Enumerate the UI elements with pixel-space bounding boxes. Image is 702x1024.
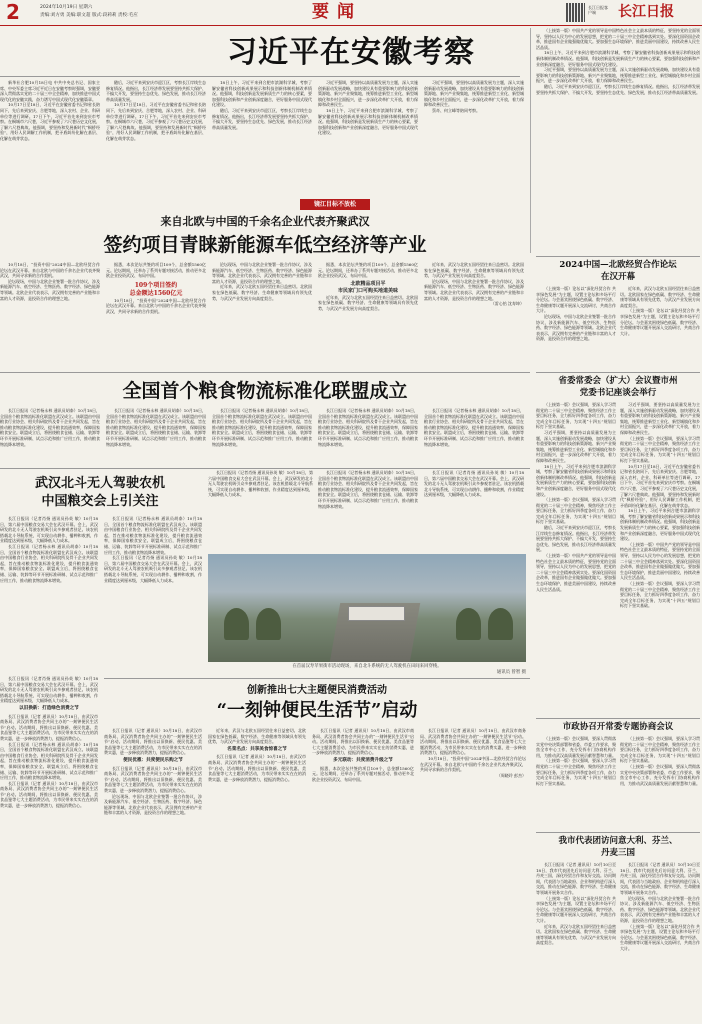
delegation-paragraph: （上接第一版）论坛以“深化经贸合作 共享绿色发展”为主题，设置主论坛和多场平行分论坛。与会嘉宾围绕绿色低碳、数字经济、生命健康等议题开展深入交流研讨，共商合作大计。 [620,923,700,951]
unmanned-headline-1: 武汉北斗无人驾驶农机 [34,476,165,491]
meeting-paragraph: （上接第一版）会议强调，要深入学习贯彻党的二十届三中全会精神，聚焦经济工作主要目标任务，全力抓好四季度各项工作，奋力完成全年目标任务，为实现“十四五”规划目标打下坚实基础。 [536,497,616,525]
staff-credits: 责编:刘方勇 美编:职文超 版式:段莉莉 责校:毛应 [40,13,138,18]
consume-paragraph: 长江日报讯（记者 通讯员）10月18日，由武汉市商务局、武汉消费者协会共同主办的“一刻钟便民生活节”启动。活动期间，将推出以旧换新、便民优惠、美食品鉴等七大主题消费活动，为市民带来实实在在的消费实惠，进一步释放消费潜力，提振消费信心。 [0,780,98,809]
unmanned-col-4 [318,470,418,550]
photo-tree [456,608,481,640]
cppcc-paragraph: （上接第一版）会议强调，要深入贯彻落实党中央决策部署和省委、市委工作要求，聚焦全市中心工作，充分发挥专门协商机构作用，为推动武汉高质量发展贡献智慧和力量。 [536,736,616,758]
top-story-paragraph: 10月17日至18日，习近平在安徽省委书记和省长陪同下，先后来到安庆、合肥等地，深入农村、企业、科研单位等进行调研。17日下午，习近平首先来到安庆市考察。在桐城市六尺巷，习近平参观了六尺巷历史文化展，了解六尺巷典故。他强调，要坚持和发展新时代“枫桥经验”，用好人民调解工作机制，把矛盾纠纷化解在基层、化解在萌芽状态。 [106,102,206,141]
sign-col-4 [318,262,418,366]
masthead [0,0,702,26]
rule [536,256,700,257]
top-story-paragraph: 习近平强调，要坚持以高质量发展为主题，深入实施创新驱动发展战略，加快建设具有重要影响力的科技创新策源地、新兴产业聚集地，统筹推进新型工业化、新型城镇化和乡村全面振兴，进一步深化改革扩大开放，着力保障和改善民生。 [318,80,418,108]
sign-paragraph: 10月18日，“投资中国”2024中国—北欧经贸合作论坛在武汉开幕。来自北欧与中国的千余名企业代表齐聚武汉，共同寻求新的合作契机。 [0,262,100,279]
sign-subhead: 北欧精品项目平 [350,280,386,287]
photo-driverless-vehicle [348,606,405,621]
sign-paragraph: 近年来，武汉与北欧五国经贸往来日益密切。北欧国家在绿色低碳、数字经济、生命健康等领域具有领先优势，与武汉产业发展方向高度契合。 [424,262,524,279]
meeting-paragraph: 随后，习近平来到安庆市迎江区，考察长江岸线生态修复情况。他指出，长江经济带发展要坚持共抓大保护、不搞大开发，要坚持生态优先、绿色发展，推动长江经济带高质量发展。 [536,525,616,553]
consume-byline: （周晓玲 彭杰） [496,772,526,778]
sign-paragraph: 据悉，本次论坛共签约项目109个，总金额1560亿元。论坛期间，还举办了系列专题对接活动，推动更多北欧企业投资武汉、布局中国。 [106,262,206,279]
meeting-paragraph: （上接第一版）会议强调，要深入学习贯彻党的二十届三中全会精神，聚焦经济工作主要目标任务，全力抓好四季度各项工作，奋力完成全年目标任务，为实现“十四五”规划目标打下坚实基础。 [536,402,616,430]
grain-col-5 [424,408,524,464]
delegation-col-2 [620,862,700,1020]
grain-paragraph: 长江日报讯（记者杨永林 通讯员胡泰）10月18日，全国首个粮食物流标准化联盟在武汉成立。该联盟由中国粮食行业协会、相关科研院所及骨干企业共同发起，旨在推动粮食物流标准化建设，提升粮食流通效率，保障国家粮食安全。联盟成立后，将围绕粮食仓储、运输、装卸等环节开展标准研制、试点示范和推广应用工作，推动粮食物流降本增效。 [0,408,100,447]
rule [536,832,700,833]
grain-paragraph: 长江日报讯（记者杨永林 通讯员胡泰）10月18日，全国首个粮食物流标准化联盟在武汉成立。该联盟由中国粮食行业协会、相关科研院所及骨干企业共同发起，旨在推动粮食物流标准化建设，提升粮食流通效率，保障国家粮食安全。联盟成立后，将围绕粮食仓储、运输、装卸等环节开展标准研制、试点示范和推广应用工作，推动粮食物流降本增效。 [106,408,206,447]
sign-paragraph: 10月18日，“投资中国”2024中国—北欧经贸合作论坛在武汉开幕。来自北欧与中国的千余名企业代表齐聚武汉，共同寻求新的合作契机。 [106,297,206,314]
top-story-paragraph: 18日上午，习近平来到合肥市滨湖科学城，考察了解安徽省科技创新成果展示和科技创新体制机制改革情况。他强调，科技创新是发展新质生产力的核心要素，要加强科技创新和产业创新深度融合，更好服务中国式现代化建设。 [318,107,418,136]
meeting-paragraph: （上接第一版）中国共产党的领导是中国特色社会主义最本质的特征，要坚持党的全面领导，坚持以人民为中心的发展思想，把党的二十届三中全会精神落到实处。要深化国资国企改革，推进国有企业做强做优做大。要加强生态环境保护，推进美丽中国建设，持续改善人民生活品质。 [536,553,616,592]
meeting-paragraph: （上接第一版）会议强调，要深入学习贯彻党的二十届三中全会精神，聚焦经济工作主要目标任务，全力抓好四季度各项工作，奋力完成全年目标任务，为实现“十四五”规划目标打下坚实基础。 [620,581,700,609]
forum-paragraph: （上接第一版）论坛以“深化经贸合作 共享绿色发展”为主题，设置主论坛和多场平行分论坛。与会嘉宾围绕绿色低碳、数字经济、生命健康等议题开展深入交流研讨，共商合作大计。 [536,286,616,314]
delegation-paragraph: 长江日报讯（记者 通讯员）10月10日至18日，我市代表团先后访问意大利、芬兰、丹麦三国，深化经贸合作和友好交流。访问期间，代表团与当地政府、企业和机构进行深入交流，推动在绿色能源、数字经济、生命健康等领域开展务实合作。 [536,862,616,895]
unmanned-paragraph: 长江日报讯（记者肖扬 通讯员孙英 敏）10月18日，第六届中国粮食交易大会在武汉开幕。会上，武汉研发的北斗无人驾驶农机吸引众多参观者驻足。该农机搭载北斗导航系统，可实现自动耕作、播种和收割，作业精度达到厘米级，大幅降低人力成本。 [208,470,313,498]
consume-paragraph: 近年来，武汉与北欧五国经贸往来日益密切。北欧国家在绿色低碳、数字经济、生命健康等领域具有领先优势，与武汉产业发展方向高度契合。 [208,728,306,745]
cppcc-paragraph: （上接第一版）会议强调，要深入贯彻落实党中央决策部署和省委、市委工作要求，聚焦全市中心工作，充分发挥专门协商机构作用，为推动武汉高质量发展贡献智慧和力量。 [620,763,700,786]
top-story-continued: （上接第一版）中国共产党的领导是中国特色社会主义最本质的特征，要坚持党的全面领导，坚持以人民为中心的发展思想，把党的二十届三中全会精神落到实处。要深化国资国企改革，推进国有企业做强做优做大。要加强生态环境保护，推进美丽中国建设，持续改善人民生活品质。 [536,28,700,50]
delegation-paragraph: 长江日报讯（记者 通讯员）10月10日至18日，我市代表团先后访问意大利、芬兰、丹麦三国，深化经贸合作和友好交流。访问期间，代表团与当地政府、企业和机构进行深入交流，推动在绿色能源、数字经济、生命健康等领域开展务实合作。 [620,862,700,895]
consume-paragraph: 长江日报讯（记者 通讯员）10月18日，由武汉市商务局、武汉消费者协会共同主办的“一刻钟便民生活节”启动。活动期间，将推出以旧换新、便民优惠、美食品鉴等七大主题消费活动，为市民带来实实在在的消费实惠，进一步释放消费潜力，提振消费信心。 [0,713,98,741]
consume-section-3: 名菜名点：共享美食惊喜之节 [227,746,287,752]
consume-paragraph: 论坛现场，中国与北欧企业签署一批合作协议，涉及新能源汽车、低空经济、生物医药、数字经济、绿色能源等领域。北欧企业代表表示，武汉拥有完善的产业链和丰富的人才资源，是投资合作的理想之地。 [104,793,202,816]
top-story-paragraph: 蔡奇、何立峰等陪同考察。 [432,107,480,113]
grain-col-2 [106,408,206,464]
page-number: 2 [6,0,20,24]
consume-paragraph: 长江日报讯（记者 通讯员）10月18日，由武汉市商务局、武汉消费者协会共同主办的“一刻钟便民生活节”启动。活动期间，将推出以旧换新、便民优惠、美食品鉴等七大主题消费活动，为市民带来实实在在的消费实惠，进一步释放消费潜力，提振消费信心。 [104,728,202,756]
grain-paragraph: 长江日报讯（记者杨永林 通讯员胡泰）10月18日，全国首个粮食物流标准化联盟在武汉成立。该联盟由中国粮食行业协会、相关科研院所及骨干企业共同发起，旨在推动粮食物流标准化建设，提升粮食流通效率，保障国家粮食安全。联盟成立后，将围绕粮食仓储、运输、装卸等环节开展标准研制、试点示范和推广应用工作，推动粮食物流降本增效。 [212,408,312,447]
rule [0,372,530,373]
forum-paragraph: 近年来，武汉与北欧五国经贸往来日益密切。北欧国家在绿色低碳、数字经济、生命健康等领域具有领先优势，与武汉产业发展方向高度契合。 [620,286,700,308]
unmanned-paragraph: 长江日报讯（记者肖扬 通讯员孙英 敏）10月18日，第六届中国粮食交易大会在武汉开幕。会上，武汉研发的北斗无人驾驶农机吸引众多参观者驻足。该农机搭载北斗导航系统，可实现自动耕作、播种和收割，作业精度达到厘米级，大幅降低人力成本。 [104,555,202,583]
unmanned-col-1-cont [0,676,98,1020]
sign-subhead-2: 市民家门口可购买地道美味 [337,287,398,294]
delegation-headline-1: 我市代表团访问意大利、芬兰、 [558,836,678,846]
cppcc-col-1 [536,736,616,828]
top-story-paragraph: 10月17日至18日，习近平在安徽省委书记和省长陪同下，先后来到安庆、合肥等地，深入农村、企业、科研单位等进行调研。17日下午，习近平首先来到安庆市考察。在桐城市六尺巷，习近平参观了六尺巷历史文化展，了解六尺巷典故。他强调，要坚持和发展新时代“枫桥经验”，用好人民调解工作机制，把矛盾纠纷化解在基层、化解在萌芽状态。 [0,102,100,141]
consume-paragraph: 据悉，本次论坛共签约项目109个，总金额1560亿元。论坛期间，还举办了系列专题对接活动，推动更多北欧企业投资武汉、布局中国。 [312,765,414,782]
sign-byline: （雷心怡 沈寿坤） [490,301,524,307]
top-story-continued: 习近平强调，要坚持以高质量发展为主题，深入实施创新驱动发展战略，加快建设具有重要影响力的科技创新策源地、新兴产业聚集地，统筹推进新型工业化、新型城镇化和乡村全面振兴，进一步深化改革扩大开放，着力保障和改善民生。 [536,67,700,84]
grain-paragraph: 长江日报讯（记者杨永林 通讯员胡泰）10月18日，全国首个粮食物流标准化联盟在武汉成立。该联盟由中国粮食行业协会、相关科研院所及骨干企业共同发起，旨在推动粮食物流标准化建设，提升粮食流通效率，保障国家粮食安全。联盟成立后，将围绕粮食仓储、运输、装卸等环节开展标准研制、试点示范和推广应用工作，推动粮食物流降本增效。 [424,408,524,447]
consume-col-4 [420,728,526,1020]
cppcc-col-2 [620,736,700,828]
delegation-col-1 [536,862,616,1020]
sign-kicker: 来自北欧与中国的千余名企业代表齐聚武汉 [160,215,370,228]
forum-paragraph: 论坛现场，中国与北欧企业签署一批合作协议，涉及新能源汽车、低空经济、生物医药、数字经济、绿色能源等领域。北欧企业代表表示，武汉拥有完善的产业链和丰富的人才资源，是投资合作的理想之地。 [536,313,616,342]
top-story-paragraph: 18日上午，习近平来到合肥市滨湖科学城，考察了解安徽省科技创新成果展示和科技创新体制机制改革情况。他强调，科技创新是发展新质生产力的核心要素，要加强科技创新和产业创新深度融合，更好服务中国式现代化建设。 [212,80,312,108]
unmanned-paragraph: 长江日报讯（记者肖扬 通讯员孙英 敏）10月18日，第六届中国粮食交易大会在武汉开幕。会上，武汉研发的北斗无人驾驶农机吸引众多参观者驻足。该农机搭载北斗导航系统，可实现自动耕作、播种和收割，作业精度达到厘米级，大幅降低人力成本。 [0,676,98,704]
app-label: 长江日报客户端 [588,5,608,15]
news-photo [208,554,526,662]
unmanned-col-5 [424,470,524,550]
sign-col-3 [212,262,312,366]
newspaper-logo: 长江日报 [618,4,674,20]
sign-paragraph: 近年来，武汉与北欧五国经贸往来日益密切。北欧国家在绿色低碳、数字经济、生命健康等领域具有领先优势，与武汉产业发展方向高度契合。 [212,284,312,301]
top-story-col-1 [0,80,100,192]
issue-date: 2024年10月19日 星期六 [40,5,93,10]
consume-section-4: 多元联动：共度消费升级之节 [333,757,393,763]
grain-paragraph: 长江日报讯（记者杨永林 通讯员胡泰）10月18日，全国首个粮食物流标准化联盟在武汉成立。该联盟由中国粮食行业协会、相关科研院所及骨干企业共同发起，旨在推动粮食物流标准化建设，提升粮食流通效率，保障国家粮食安全。联盟成立后，将围绕粮食仓储、运输、装卸等环节开展标准研制、试点示范和推广应用工作，推动粮食物流降本增效。 [318,408,418,447]
photo-tree [488,608,513,640]
delegation-headline-2: 丹麦三国 [600,848,635,858]
cppcc-headline: 市政协召开常委专题协商会议 [562,722,674,732]
column-label: 镜江目标不放松 [300,199,370,210]
meeting-paragraph: 18日上午，习近平来到合肥市滨湖科学城，考察了解安徽省科技创新成果展示和科技创新体制机制改革情况。他强调，科技创新是发展新质生产力的核心要素，要加强科技创新和产业创新深度融合，更好服务中国式现代化建设。 [620,508,700,542]
unmanned-col-1 [0,516,98,670]
consume-section-1: 以旧换新：打造绿色消费之节 [19,705,79,711]
meeting-paragraph: 18日上午，习近平来到合肥市滨湖科学城，考察了解安徽省科技创新成果展示和科技创新体制机制改革情况。他强调，科技创新是发展新质生产力的核心要素，要加强科技创新和产业创新深度融合，更好服务中国式现代化建设。 [536,463,616,497]
meeting-paragraph: 10月17日至18日，习近平在安徽省委书记和省长陪同下，先后来到安庆、合肥等地，深入农村、企业、科研单位等进行调研。17日下午，习近平首先来到安庆市考察。在桐城市六尺巷，习近平参观了六尺巷历史文化展，了解六尺巷典故。他强调，要坚持和发展新时代“枫桥经验”，用好人民调解工作机制，把矛盾纠纷化解在基层、化解在萌芽状态。 [620,463,700,508]
forum-headline-2: 在汉开幕 [600,272,635,282]
top-story-paragraph: 习近平强调，要坚持以高质量发展为主题，深入实施创新驱动发展战略，加快建设具有重要影响力的科技创新策源地、新兴产业聚集地，统筹推进新型工业化、新型城镇化和乡村全面振兴，进一步深化改革扩大开放，着力保障和改善民生。 [424,80,524,108]
delegation-paragraph: 近年来，武汉与北欧五国经贸往来日益密切。北欧国家在绿色低碳、数字经济、生命健康等领域具有领先优势，与武汉产业发展方向高度契合。 [536,923,616,946]
sign-paragraph: 近年来，武汉与北欧五国经贸往来日益密切。北欧国家在绿色低碳、数字经济、生命健康等领域具有领先优势，与武汉产业发展方向高度契合。 [318,294,418,311]
photo-credit: 通讯员 曾智 摄 [496,670,526,675]
forum-col-1 [536,286,616,366]
top-story-continued: 随后，习近平来到安庆市迎江区，考察长江岸线生态修复情况。他指出，长江经济带发展要坚持共抓大保护、不搞大开发，要坚持生态优先、绿色发展，推动长江经济带高质量发展。 [536,83,700,95]
sign-paragraph: 论坛现场，中国与北欧企业签署一批合作协议，涉及新能源汽车、低空经济、生物医药、数字经济、绿色能源等领域。北欧企业代表表示，武汉拥有完善的产业链和丰富的人才资源，是投资合作的理想之地。 [0,278,100,301]
grain-col-1 [0,408,100,464]
consume-headline-1: 创新推出七大主题便民消费活动 [247,685,387,696]
unmanned-headline-2: 中国粮交会上引关注 [41,494,159,509]
consume-col-3 [312,728,414,1020]
grain-col-3 [212,408,312,464]
top-story-col-5 [424,80,524,192]
rule [104,678,530,679]
top-story-paragraph: 随后，习近平来到安庆市迎江区，考察长江岸线生态修复情况。他指出，长江经济带发展要坚持共抓大保护、不搞大开发，要坚持生态优先、绿色发展，推动长江经济带高质量发展。 [106,80,206,102]
sign-paragraph: 论坛现场，中国与北欧企业签署一批合作协议，涉及新能源汽车、低空经济、生物医药、数字经济、绿色能源等领域。北欧企业代表表示，武汉拥有完善的产业链和丰富的人才资源，是投资合作的理想之地。 [424,278,524,301]
qr-code-icon [566,3,585,22]
forum-headline-1: 2024中国—北欧经贸合作论坛 [559,260,677,270]
meeting-paragraph: （上接第一版）会议强调，要深入学习贯彻党的二十届三中全会精神，聚焦经济工作主要目标任务，全力抓好四季度各项工作，奋力完成全年目标任务，为实现“十四五”规划目标打下坚实基础。 [620,435,700,463]
cppcc-paragraph: （上接第一版）会议强调，要深入学习贯彻党的二十届三中全会精神，聚焦经济工作主要目标任务，全力抓好四季度各项工作，奋力完成全年目标任务，为实现“十四五”规划目标打下坚实基础。 [620,736,700,764]
consume-col-1 [104,728,202,1020]
sign-headline: 签约项目青睐新能源车低空经济等产业 [103,234,427,256]
meeting-col-2 [620,402,700,714]
unmanned-paragraph: 长江日报讯（记者杨永林 通讯员胡泰）10月18日，全国首个粮食物流标准化联盟在武汉成立。该联盟由中国粮食行业协会、相关科研院所及骨干企业共同发起，旨在推动粮食物流标准化建设，提升粮食流通效率，保障国家粮食安全。联盟成立后，将围绕粮食仓储、运输、装卸等环节开展标准研制、试点示范和推广应用工作，推动粮食物流降本增效。 [104,516,202,555]
sign-col-2 [106,262,206,366]
consume-section-2: 便民优惠：共度便民乐购之节 [123,757,183,763]
unmanned-col-3 [208,470,313,550]
photo-caption: 在首届汉寿苹果街市活动现场，来自北斗系统的无人驾驶机在田间来回穿梭。 [292,664,442,669]
unmanned-paragraph: 长江日报讯（记者杨永林 通讯员胡泰）10月18日，全国首个粮食物流标准化联盟在武汉成立。该联盟由中国粮食行业协会、相关科研院所及骨干企业共同发起，旨在推动粮食物流标准化建设，提升粮食流通效率，保障国家粮食安全。联盟成立后，将围绕粮食仓储、运输、装卸等环节开展标准研制、试点示范和推广应用工作，推动粮食物流降本增效。 [0,543,98,583]
top-story-col-3 [212,80,312,192]
consume-paragraph: 长江日报讯（记者 通讯员）10月18日，由武汉市商务局、武汉消费者协会共同主办的“一刻钟便民生活节”启动。活动期间，将推出以旧换新、便民优惠、美食品鉴等七大主题消费活动，为市民带来实实在在的消费实惠，进一步释放消费潜力，提振消费信心。 [312,728,414,756]
unmanned-paragraph: 长江日报讯（记者肖扬 通讯员孙英 敏）10月18日，第六届中国粮食交易大会在武汉开幕。会上，武汉研发的北斗无人驾驶农机吸引众多参观者驻足。该农机搭载北斗导航系统，可实现自动耕作、播种和收割，作业精度达到厘米级，大幅降低人力成本。 [424,470,524,498]
photo-tree [224,608,249,640]
meeting-headline-1: 省委常委会（扩大）会议暨市州 [558,376,678,386]
rule [536,372,700,373]
sign-col-5 [424,262,524,366]
sign-stat-amount: 总金额达1560亿元 [129,289,183,297]
top-story-paragraph: 随后，习近平来到安庆市迎江区，考察长江岸线生态修复情况。他指出，长江经济带发展要坚持共抓大保护、不搞大开发，要坚持生态优先、绿色发展，推动长江经济带高质量发展。 [212,107,312,130]
sign-stat-projects: 109个项目签约 [134,281,178,289]
meeting-paragraph: 习近平强调，要坚持以高质量发展为主题，深入实施创新驱动发展战略，加快建设具有重要影响力的科技创新策源地、新兴产业聚集地，统筹推进新型工业化、新型城镇化和乡村全面振兴，进一步深化改革扩大开放，着力保障和改善民生。 [620,402,700,435]
delegation-paragraph: 论坛现场，中国与北欧企业签署一批合作协议，涉及新能源汽车、低空经济、生物医药、数字经济、绿色能源等领域。北欧企业代表表示，武汉拥有完善的产业链和丰富的人才资源，是投资合作的理想之地。 [620,895,700,923]
grain-col-4 [318,408,418,464]
rule [536,718,700,719]
sign-paragraph: 据悉，本次论坛共签约项目109个，总金额1560亿元。论坛期间，还举办了系列专题对接活动，推动更多北欧企业投资武汉、布局中国。 [318,262,418,279]
photo-tree [256,608,281,640]
consume-headline-2: “一刻钟便民生活节”启动 [216,700,418,721]
consume-col-2 [208,728,306,1020]
sign-paragraph: 论坛现场，中国与北欧企业签署一批合作协议，涉及新能源汽车、低空经济、生物医药、数字经济、绿色能源等领域。北欧企业代表表示，武汉拥有完善的产业链和丰富的人才资源，是投资合作的理想之地。 [212,262,312,284]
top-story-jump-column [536,28,700,253]
consume-paragraph: 长江日报讯（记者 通讯员）10月18日，由武汉市商务局、武汉消费者协会共同主办的“一刻钟便民生活节”启动。活动期间，将推出以旧换新、便民优惠、美食品鉴等七大主题消费活动，为市民带来实实在在的消费实惠，进一步释放消费潜力，提振消费信心。 [104,765,202,793]
unmanned-paragraph: 长江日报讯（记者肖扬 通讯员孙英 敏）10月18日，第六届中国粮食交易大会在武汉开幕。会上，武汉研发的北斗无人驾驶农机吸引众多参观者驻足。该农机搭载北斗导航系统，可实现自动耕作、播种和收割，作业精度达到厘米级，大幅降低人力成本。 [0,516,98,544]
section-title: 要闻 [312,2,362,22]
consume-paragraph: 长江日报讯（记者杨永林 通讯员胡泰）10月18日，全国首个粮食物流标准化联盟在武汉成立。该联盟由中国粮食行业协会、相关科研院所及骨干企业共同发起，旨在推动粮食物流标准化建设，提升粮食流通效率，保障国家粮食安全。联盟成立后，将围绕粮食仓储、运输、装卸等环节开展标准研制、试点示范和推广应用工作，推动粮食物流降本增效。 [0,741,98,781]
top-story-col-4 [318,80,418,192]
meeting-col-1 [536,402,616,714]
rule [0,76,520,77]
main-headline: 习近平在安徽考察 [227,35,475,70]
rule [0,468,530,469]
consume-paragraph: 10月18日，“投资中国”2024中国—北欧经贸合作论坛在武汉开幕。来自北欧与中国的千余名企业代表齐聚武汉，共同寻求新的合作契机。 [420,755,526,773]
top-story-lead: 新华社合肥10月18日电 中共中央总书记、国家主席、中央军委主席习近平近日在安徽考察时强调，安徽要深入贯彻落实党的二十届三中全会精神，加快推进中国式现代化的安徽实践，奋力谱写中国式现代化安徽篇章。 [0,80,100,102]
forum-paragraph: （上接第一版）论坛以“深化经贸合作 共享绿色发展”为主题，设置主论坛和多场平行分论坛。与会嘉宾围绕绿色低碳、数字经济、生命健康等议题开展深入交流研讨，共商合作大计。 [620,308,700,336]
column-divider [530,28,531,253]
meeting-headline-2: 党委书记座谈会举行 [579,388,657,398]
forum-col-2 [620,286,700,366]
top-story-col-2 [106,80,206,192]
grain-headline: 全国首个粮食物流标准化联盟成立 [122,380,408,402]
consume-paragraph: 长江日报讯（记者 通讯员）10月18日，由武汉市商务局、武汉消费者协会共同主办的“一刻钟便民生活节”启动。活动期间，将推出以旧换新、便民优惠、美食品鉴等七大主题消费活动，为市民带来实实在在的消费实惠，进一步释放消费潜力，提振消费信心。 [208,754,306,782]
meeting-paragraph: 习近平强调，要坚持以高质量发展为主题，深入实施创新驱动发展战略，加快建设具有重要影响力的科技创新策源地、新兴产业聚集地，统筹推进新型工业化、新型城镇化和乡村全面振兴，进一步深化改革扩大开放，着力保障和改善民生。 [536,429,616,463]
unmanned-col-2 [104,516,202,670]
consume-paragraph: 长江日报讯（记者 通讯员）10月18日，由武汉市商务局、武汉消费者协会共同主办的“一刻钟便民生活节”启动。活动期间，将推出以旧换新、便民优惠、美食品鉴等七大主题消费活动，为市民带来实实在在的消费实惠，进一步释放消费潜力，提振消费信心。 [420,728,526,756]
meeting-paragraph: （上接第一版）中国共产党的领导是中国特色社会主义最本质的特征，要坚持党的全面领导，坚持以人民为中心的发展思想，把党的二十届三中全会精神落到实处。要深化国资国企改革，推进国有企业做强做优做大。要加强生态环境保护，推进美丽中国建设，持续改善人民生活品质。 [620,541,700,581]
top-story-continued: 18日上午，习近平来到合肥市滨湖科学城，考察了解安徽省科技创新成果展示和科技创新体制机制改革情况。他强调，科技创新是发展新质生产力的核心要素，要加强科技创新和产业创新深度融合，更好服务中国式现代化建设。 [536,50,700,67]
cppcc-paragraph: （上接第一版）会议强调，要深入学习贯彻党的二十届三中全会精神，聚焦经济工作主要目标任务，全力抓好四季度各项工作，奋力完成全年目标任务，为实现“十四五”规划目标打下坚实基础。 [536,758,616,786]
sign-col-1 [0,262,100,366]
delegation-paragraph: （上接第一版）论坛以“深化经贸合作 共享绿色发展”为主题，设置主论坛和多场平行分论坛。与会嘉宾围绕绿色低碳、数字经济、生命健康等议题开展深入交流研讨，共商合作大计。 [536,895,616,923]
unmanned-paragraph: 长江日报讯（记者杨永林 通讯员胡泰）10月18日，全国首个粮食物流标准化联盟在武汉成立。该联盟由中国粮食行业协会、相关科研院所及骨干企业共同发起，旨在推动粮食物流标准化建设，提升粮食流通效率，保障国家粮食安全。联盟成立后，将围绕粮食仓储、运输、装卸等环节开展标准研制、试点示范和推广应用工作，推动粮食物流降本增效。 [318,470,418,509]
